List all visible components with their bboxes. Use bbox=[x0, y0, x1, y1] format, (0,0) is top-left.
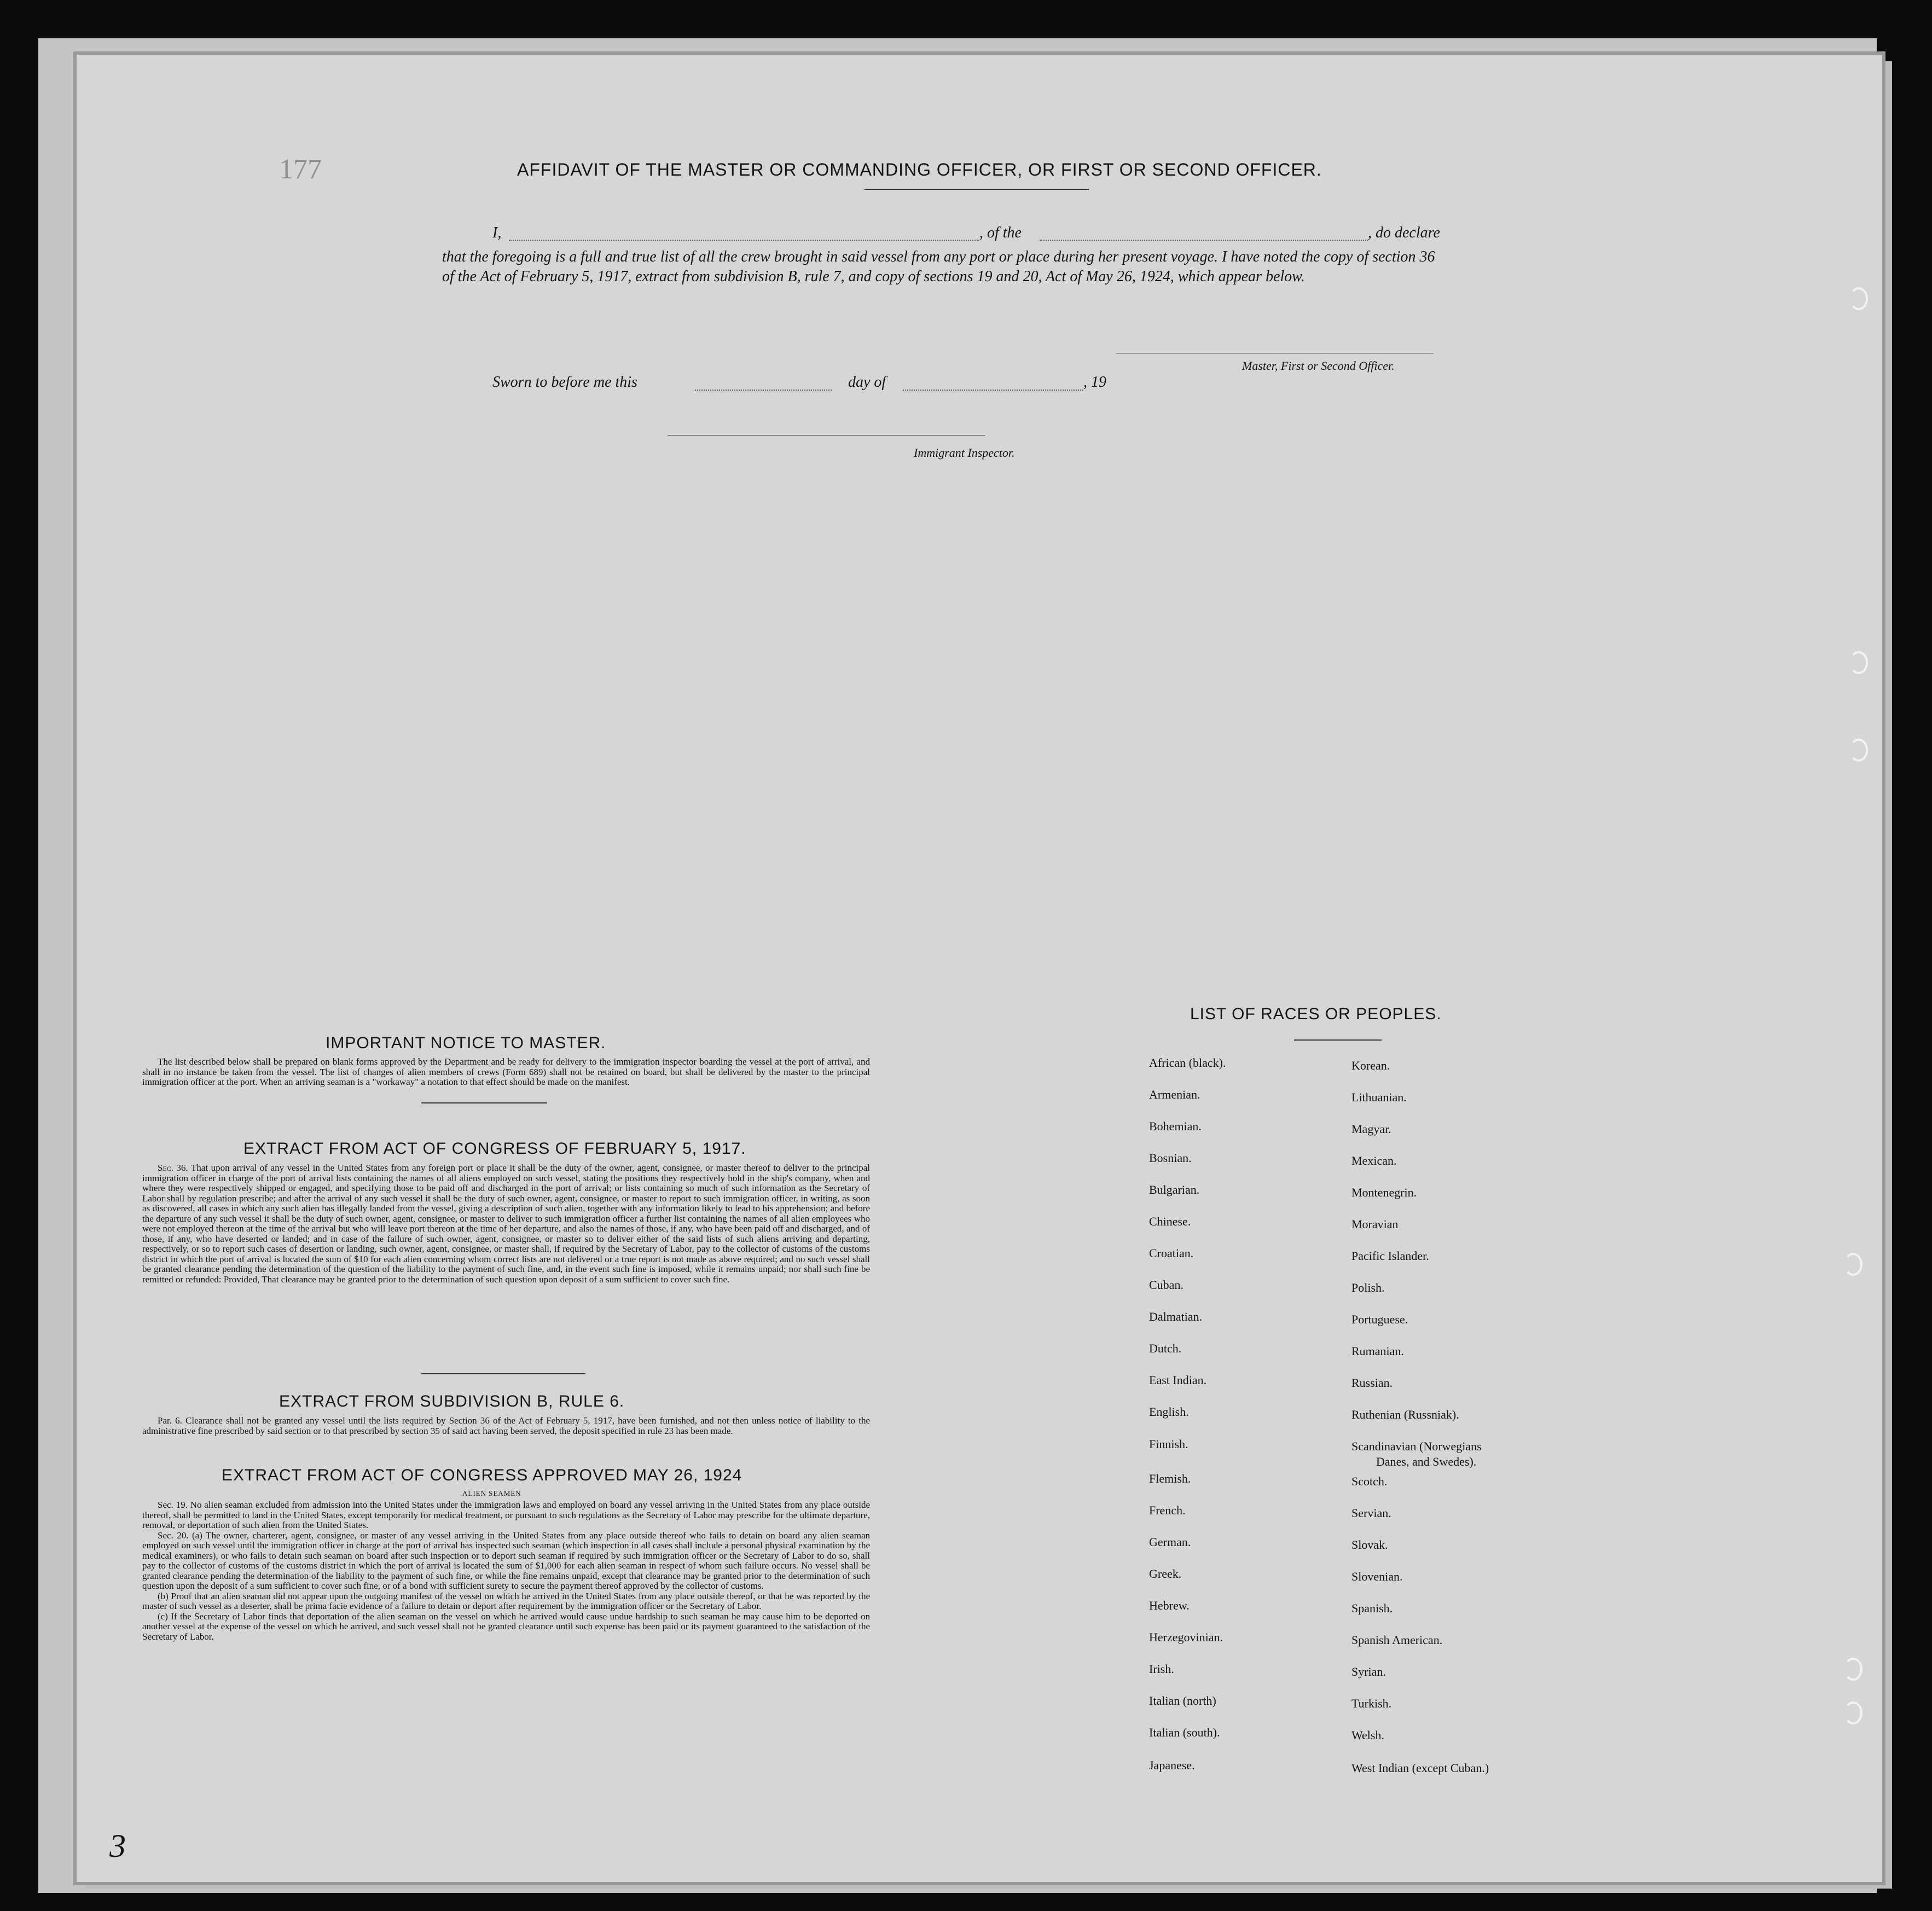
race-right-item: Syrian. bbox=[1351, 1665, 1386, 1678]
race-right-item: Lithuanian. bbox=[1351, 1090, 1407, 1104]
race-right-item: Slovak. bbox=[1351, 1538, 1388, 1552]
affidavit-do-declare: , do declare bbox=[1368, 224, 1440, 241]
corner-mark: 3 bbox=[109, 1828, 126, 1864]
affidavit-of-the-label: , of the bbox=[979, 224, 1022, 241]
extract-1917-body: That upon arrival of any vessel in the United States from any foreign port or place it shall be the duty of the owner, agent, consignee, or master thereof to deliver to the principal immigration officer in charge of the port of arrival lists containing the names of all aliens employed on such vessel, stating the positions they respectively hold in the ship's company, when and where they were respectively shipped or engaged, and specifying those to be paid off and discharged in the port of arrival; or lists containing so much of such information as the Secretary of Labor shall by regulation prescribe; and after the arrival of any such vessel it shall be the duty of such owner, agent, consignee, or master to report to such immigration officer, in writing, as soon as discovered, all cases in which any such alien has illegally landed from the vessel, giving a description of such alien, together with any information likely to lead to his apprehension; and before the departure of any such vessel it shall be the duty of such owner, agent, consignee, or master to deliver to such immigration officer a further list containing the names of all alien employees who were not employed thereon at the time of the arrival but who will leave port thereon at the time of her departure, and also the names of those, if any, who have been paid off and discharged, and of those, if any, who have deserted or landed; and in case of the failure of such owner, agent, consignee, or master so to deliver either of the said lists of such aliens arriving and departing, respectively, or so to report such cases of desertion or landing, such owner, agent, consignee, or master shall, if required by the Secretary of Labor, pay to the collector of customs of the customs district in which the port of arrival is located the sum of $10 for each alien concerning whom correct lists are not delivered or a true report is not made as above required; and no such vessel shall be granted clearance pending the determination of the question of the liability to the payment of such fine, and, in the event such fine is imposed, while it remains unpaid; nor shall such fine be remitted or refunded: Provided, That clearance may be granted prior to the determination of such question upon deposit of a sum sufficient to cover such fine. bbox=[142, 1163, 870, 1285]
extract-1924-sec20a: Sec. 20. (a) The owner, charterer, agent, consignee, or master of any vessel arriving in the United States from any place outside thereof who fails to detain on board any alien seaman employed on such vessel until the immigration officer in charge at the port of arrival has inspected such seaman (which inspection in all cases shall include a personal physical examination by the medical examiners), or who fails to detain such seaman on board after such inspection or to deport such seaman if required by such immigration officer or the Secretary of Labor to do so, shall pay to the collector of customs of the customs district in which the port of arrival is located the sum of $1,000 for each alien seaman in respect of whom such failure occurs. No vessel shall be granted clearance pending the determination of the liability to the payment of such fine, or while the fine remains unpaid, except that clearance may be granted prior to the determination of such question upon the deposit of a sum sufficient to cover such fine, or of a bond with sufficient surety to secure the payment thereof approved by the collector of customs. bbox=[142, 1530, 870, 1591]
notice-title: IMPORTANT NOTICE TO MASTER. bbox=[326, 1034, 606, 1052]
race-right-item: Scotch. bbox=[1351, 1474, 1388, 1488]
subdivision-text: Par. 6. Clearance shall not be granted any vessel until the lists required by Section 36 of the Act of February 5, 1917, have been furnished, and not then unless notice of liability to the administrative fine prescribed by said section or to that prescribed by section 35 of said act having been served, the deposit specified in rule 23 has been made. bbox=[142, 1415, 870, 1436]
extract-1917-rule bbox=[421, 1373, 585, 1374]
extract-1924-title: EXTRACT FROM ACT OF CONGRESS APPROVED MAY 26, 1924 bbox=[222, 1466, 742, 1484]
extract-1924-sec19: Sec. 19. No alien seaman excluded from admission into the United States under the immigration laws and employed on board any vessel arriving in the United States from any place outside thereof, shall be permitted to land in the United States, except temporarily for medical treatment, or pursuant to such regulations as the Secretary of Labor may prescribe for the ultimate departure, removal, or deportation of such alien from the United States. bbox=[142, 1500, 870, 1530]
race-left-item: German. bbox=[1149, 1535, 1191, 1549]
race-left-item: Herzegovinian. bbox=[1149, 1630, 1223, 1644]
extract-1917-title: EXTRACT FROM ACT OF CONGRESS OF FEBRUARY 5, 1917. bbox=[243, 1140, 746, 1158]
race-right-item: Ruthenian (Russniak). bbox=[1351, 1408, 1459, 1421]
race-right-item: Slovenian. bbox=[1351, 1570, 1403, 1583]
race-right-item: Magyar. bbox=[1351, 1122, 1391, 1136]
race-left-item: East Indian. bbox=[1149, 1373, 1207, 1387]
master-signature-label: Master, First or Second Officer. bbox=[1242, 359, 1395, 373]
extract-1924-sec20c: (c) If the Secretary of Labor finds that deportation of the alien seaman on the vessel on which he arrived would cause undue hardship to such seaman he may cause him to be deported on another vessel at the expense of the vessel on which he arrived, and such vessel shall not be granted clearance until such expense has been paid or its payment guaranteed to the satisfaction of the Secretary of Labor. bbox=[142, 1611, 870, 1642]
extract-1917-section: Sec. 36. bbox=[158, 1163, 188, 1173]
affidavit-title: AFFIDAVIT OF THE MASTER OR COMMANDING OFFICER, OR FIRST OR SECOND OFFICER. bbox=[517, 160, 1322, 179]
race-right-item: Spanish American. bbox=[1351, 1633, 1443, 1647]
sworn-day-line bbox=[695, 390, 832, 391]
race-right-item: Mexican. bbox=[1351, 1154, 1397, 1167]
race-left-item: Flemish. bbox=[1149, 1472, 1191, 1485]
race-left-item: Chinese. bbox=[1149, 1215, 1191, 1228]
page-number: 177 bbox=[279, 154, 322, 185]
race-right-item: Moravian bbox=[1351, 1217, 1399, 1231]
race-right-item: Portuguese. bbox=[1351, 1312, 1408, 1326]
document-page bbox=[77, 55, 1882, 1882]
race-right-item: Korean. bbox=[1351, 1059, 1390, 1072]
sworn-month-line bbox=[903, 390, 1083, 391]
extract-1924-subtitle: ALIEN SEAMEN bbox=[462, 1489, 521, 1497]
race-right-item: Welsh. bbox=[1351, 1728, 1384, 1742]
vessel-field-line bbox=[1040, 240, 1368, 241]
race-right-item: Rumanian. bbox=[1351, 1344, 1404, 1358]
race-left-item: Bosnian. bbox=[1149, 1151, 1192, 1165]
race-left-item: Bulgarian. bbox=[1149, 1183, 1200, 1196]
race-left-item: Dutch. bbox=[1149, 1341, 1182, 1355]
race-left-item: Croatian. bbox=[1149, 1246, 1194, 1260]
race-left-item: African (black). bbox=[1149, 1056, 1226, 1070]
race-right-item: Polish. bbox=[1351, 1281, 1385, 1294]
affidavit-body: that the foregoing is a full and true list of all the crew brought in said vessel from any port or place during her present voyage. I have noted the copy of section 36 of the Act of February 5, 1917, extract from subdivision B, rule 7, and copy of sections 19 and 20, Act of May 26, 1924, which appear below. bbox=[442, 248, 1435, 285]
race-left-item: Cuban. bbox=[1149, 1278, 1183, 1292]
binder-hole-icon bbox=[1849, 287, 1868, 310]
race-right-item: Scandinavian (Norwegians bbox=[1351, 1439, 1482, 1453]
extract-1917-text bbox=[142, 1163, 870, 1285]
title-rule bbox=[865, 189, 1089, 190]
race-right-item: West Indian (except Cuban.) bbox=[1351, 1761, 1489, 1775]
race-left-item: Finnish. bbox=[1149, 1437, 1188, 1451]
extract-1924-body bbox=[142, 1500, 870, 1642]
subdivision-title: EXTRACT FROM SUBDIVISION B, RULE 6. bbox=[279, 1392, 625, 1410]
race-right-item: Pacific Islander. bbox=[1351, 1249, 1429, 1263]
race-left-item: Greek. bbox=[1149, 1567, 1182, 1581]
notice-rule bbox=[421, 1102, 547, 1103]
binder-hole-icon bbox=[1849, 651, 1868, 674]
binder-hole-icon bbox=[1844, 1253, 1863, 1276]
race-left-item: Irish. bbox=[1149, 1662, 1174, 1676]
inspector-label: Immigrant Inspector. bbox=[914, 446, 1015, 460]
race-right-item: Spanish. bbox=[1351, 1601, 1393, 1615]
race-right-item: Montenegrin. bbox=[1351, 1186, 1417, 1199]
races-rule bbox=[1294, 1039, 1382, 1041]
name-field-line bbox=[509, 240, 979, 241]
race-right-item: Russian. bbox=[1351, 1376, 1393, 1390]
race-left-item: English. bbox=[1149, 1405, 1189, 1419]
binder-hole-icon bbox=[1844, 1658, 1863, 1681]
race-right-item: Servian. bbox=[1351, 1506, 1391, 1520]
race-left-item: Italian (south). bbox=[1149, 1726, 1220, 1739]
races-title: LIST OF RACES OR PEOPLES. bbox=[1190, 1005, 1442, 1023]
race-left-item: Armenian. bbox=[1149, 1088, 1200, 1101]
race-left-item: Bohemian. bbox=[1149, 1119, 1202, 1133]
day-of-label: day of bbox=[848, 374, 886, 391]
race-left-item: Japanese. bbox=[1149, 1758, 1195, 1772]
race-left-item: Italian (north) bbox=[1149, 1694, 1216, 1707]
race-right-item: Turkish. bbox=[1351, 1697, 1392, 1710]
binder-hole-icon bbox=[1849, 739, 1868, 762]
extract-1924-sec20b: (b) Proof that an alien seaman did not appear upon the outgoing manifest of the vessel on which he arrived in the United States from any place outside thereof, or that he was reported by the master of such vessel as a deserter, shall be prima facie evidence of a failure to detain or deport after requirement by the immigration officer or the Secretary of Labor. bbox=[142, 1590, 870, 1611]
race-left-item: Dalmatian. bbox=[1149, 1310, 1203, 1323]
race-left-item: French. bbox=[1149, 1503, 1186, 1517]
affidavit-i-label: I, bbox=[492, 224, 502, 241]
notice-text: The list described below shall be prepared on blank forms approved by the Department and be ready for delivery to the immigration inspector boarding the vessel at the port of arrival, and shall in no instance be taken from the vessel. The list of changes of alien members of crews (Form 689) shall not be retained on board, but shall be delivered by the master to the principal immigration officer at the port. When an arriving seaman is a "workaway" a notation to that effect should be made on the manifest. bbox=[142, 1056, 870, 1087]
year-label: , 19 bbox=[1083, 374, 1106, 391]
sworn-label: Sworn to before me this bbox=[492, 374, 637, 391]
binder-hole-icon bbox=[1844, 1701, 1863, 1724]
race-left-item: Hebrew. bbox=[1149, 1599, 1190, 1612]
race-right-item: Danes, and Swedes). bbox=[1376, 1455, 1477, 1468]
